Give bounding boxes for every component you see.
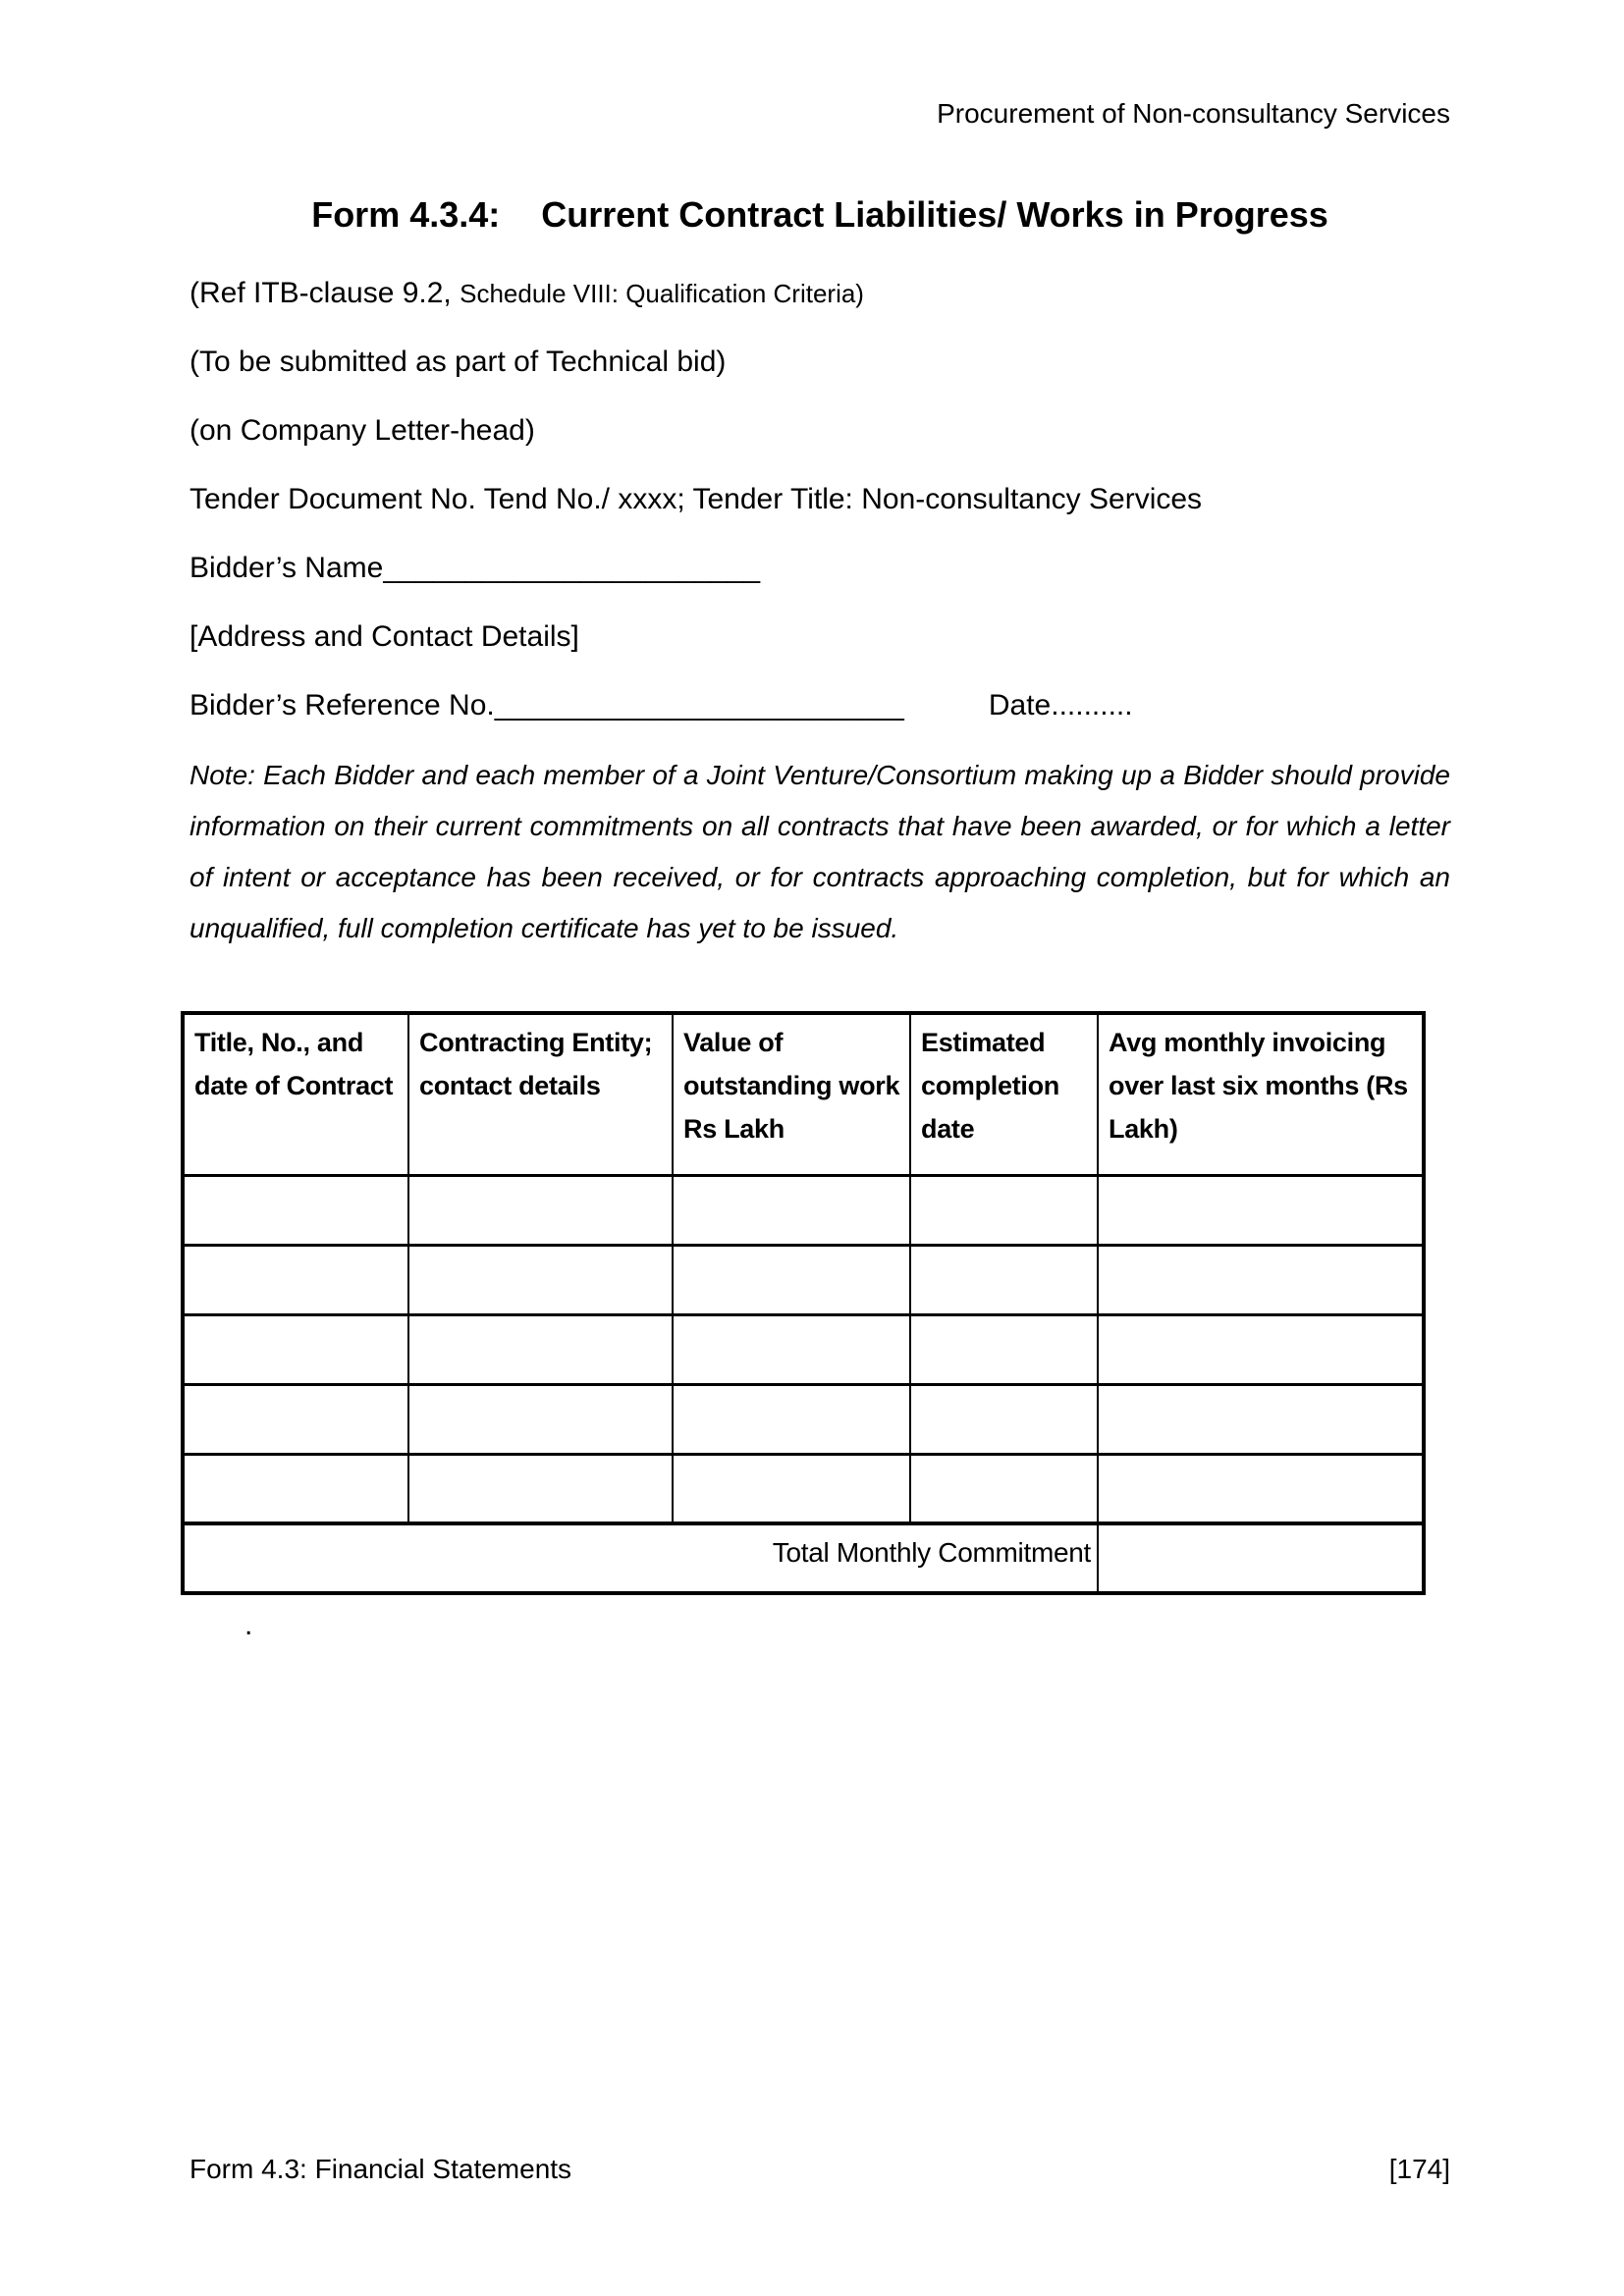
address-line: [Address and Contact Details] [189, 620, 579, 653]
table-row [183, 1175, 1424, 1245]
bidder-name-blank: _______________________ [383, 552, 761, 584]
reference-label: Bidder’s Reference No. [189, 689, 495, 721]
table-row [183, 1384, 1424, 1454]
empty-cell [673, 1454, 910, 1523]
empty-cell [910, 1454, 1098, 1523]
empty-cell [1098, 1454, 1424, 1523]
table-body [183, 1175, 1424, 1523]
letterhead-line: (on Company Letter-head) [189, 414, 535, 447]
empty-cell [183, 1175, 408, 1245]
bidder-name-line [189, 550, 1450, 587]
empty-cell [910, 1314, 1098, 1384]
column-header: Value of outstanding work Rs Lakh [673, 1013, 910, 1175]
footer-left: Form 4.3: Financial Statements [189, 2154, 572, 2184]
empty-cell [408, 1454, 673, 1523]
form-number: Form 4.3.4: [311, 194, 501, 235]
form-title [189, 192, 1450, 238]
empty-cell [910, 1384, 1098, 1454]
empty-cell [408, 1245, 673, 1314]
bidder-name-label: Bidder’s Name [189, 552, 384, 584]
table-row [183, 1245, 1424, 1314]
empty-cell [408, 1314, 673, 1384]
empty-cell [408, 1384, 673, 1454]
page-header [189, 0, 1450, 132]
empty-cell [183, 1314, 408, 1384]
reference-blank: _________________________ [494, 689, 904, 721]
footer-right: [174] [1388, 2154, 1450, 2184]
empty-cell [1098, 1314, 1424, 1384]
stray-period: . [244, 1609, 253, 1641]
empty-cell [183, 1454, 408, 1523]
total-label-cell: Total Monthly Commitment [183, 1523, 1098, 1593]
empty-cell [910, 1245, 1098, 1314]
reference-line [189, 687, 1450, 724]
empty-cell [183, 1245, 408, 1314]
total-value-cell [1098, 1523, 1424, 1593]
table-row [183, 1314, 1424, 1384]
note-paragraph: Note: Each Bidder and each member of a Joint Venture/Consortium making up a Bidder should provide information on their current commitments on all contracts that have been awarded, or for which a letter of intent or acceptance has been received, or for contracts approaching completion, but for which an unqualified, full completion certificate has yet to be issued. [189, 760, 1450, 943]
ref-line [189, 275, 1450, 312]
ref-small-text: Schedule VIII: Qualification Criteria) [460, 279, 864, 308]
date-label: Date.......... [988, 689, 1133, 721]
empty-cell [673, 1384, 910, 1454]
column-header: Avg monthly invoicing over last six months (Rs Lakh) [1098, 1013, 1424, 1175]
submission-line: (To be submitted as part of Technical bid) [189, 346, 727, 378]
column-header: Contracting Entity; contact details [408, 1013, 673, 1175]
empty-cell [910, 1175, 1098, 1245]
header-title: Procurement of Non-consultancy Services [937, 98, 1450, 129]
page-footer [189, 2152, 1450, 2187]
contracts-table [181, 1011, 1426, 1595]
column-header: Title, No., and date of Contract [183, 1013, 408, 1175]
table-row [183, 1454, 1424, 1523]
ref-main-text: (Ref ITB-clause 9.2, [189, 277, 452, 309]
empty-cell [1098, 1384, 1424, 1454]
empty-cell [1098, 1175, 1424, 1245]
empty-cell [1098, 1245, 1424, 1314]
empty-cell [673, 1314, 910, 1384]
table-header-row [183, 1013, 1424, 1175]
empty-cell [183, 1384, 408, 1454]
column-header: Estimated completion date [910, 1013, 1098, 1175]
form-title-text: Current Contract Liabilities/ Works in Progress [541, 194, 1328, 235]
empty-cell [673, 1245, 910, 1314]
empty-cell [408, 1175, 673, 1245]
total-row [183, 1523, 1424, 1593]
empty-cell [673, 1175, 910, 1245]
tender-line: Tender Document No. Tend No./ xxxx; Tender Title: Non-consultancy Services [189, 483, 1203, 515]
